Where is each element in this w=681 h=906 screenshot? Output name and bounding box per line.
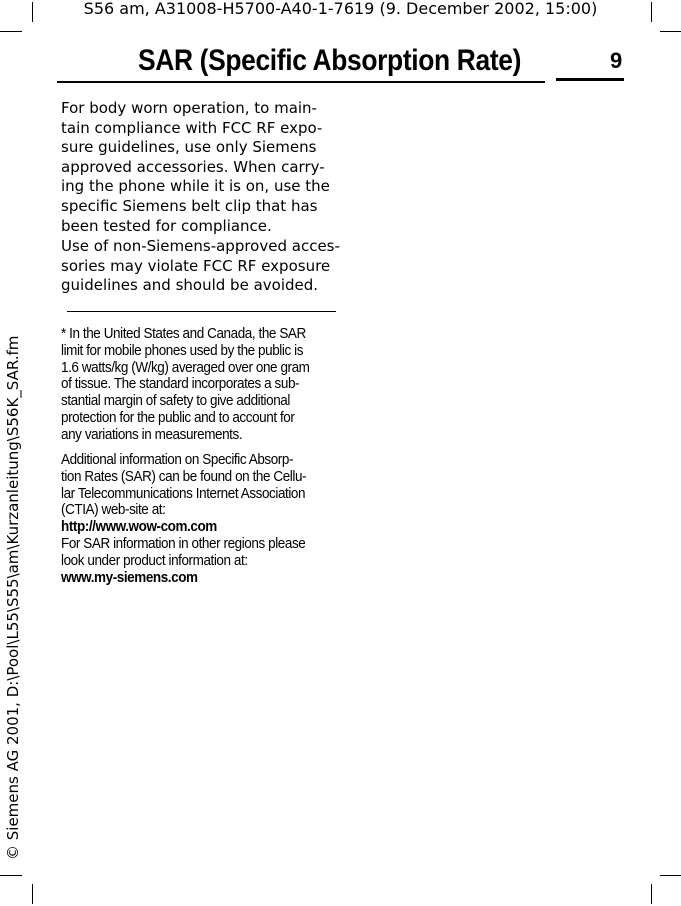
document-header: S56 am, A31008-H5700-A40-1-7619 (9. December 2002, 15:00) xyxy=(83,0,598,18)
copyright-path: © Siemens AG 2001, D:\Pool\L55\S55\am\Kurzanleitung\S56K_SAR.fm xyxy=(4,335,22,860)
footnote-links xyxy=(61,452,312,586)
crop-mark xyxy=(660,875,681,876)
body-paragraph xyxy=(61,99,341,236)
title-rule xyxy=(57,81,545,83)
body-paragraph-text: Use of non-Siemens-approved acces- sories may violate FCC RF exposure guidelines and should be avoided. xyxy=(61,237,340,295)
page-number-rule xyxy=(556,78,624,81)
crop-mark xyxy=(0,875,22,876)
crop-mark xyxy=(651,884,652,904)
footnote-text: Additional information on Specific Absorp- tion Rates (SAR) can be found on the Cellu- lar Telecommunications Internet Association (CTIA) web-site at: xyxy=(61,452,307,519)
crop-mark xyxy=(32,884,33,904)
crop-mark xyxy=(660,31,681,32)
footnote-divider xyxy=(67,311,336,312)
footnote-text: * In the United States and Canada, the SAR limit for mobile phones used by the public is 1.6 watts/kg (W/kg) averaged over one gram of tissue. The standard incorporates a sub- stantial margin of safety to give additional protection for the public and to account for any variations in measurements. xyxy=(61,326,310,443)
footnote-text: For SAR information in other regions please look under product information at: xyxy=(61,535,306,569)
ctia-link[interactable]: http://www.wow-com.com xyxy=(61,519,217,536)
body-paragraph xyxy=(61,237,341,296)
page-title: SAR (Specific Absorption Rate) xyxy=(138,44,522,77)
siemens-link[interactable]: www.my-siemens.com xyxy=(61,569,198,586)
footnote xyxy=(61,326,312,444)
crop-mark xyxy=(0,31,22,32)
page-number: 9 xyxy=(610,48,623,73)
body-paragraph-text: For body worn operation, to main- tain compliance with FCC RF expo- sure guidelines, use only Siemens approved accessories. When carry- ing the phone while it is on, use the specific Siemens belt clip that has been tested for compliance. xyxy=(61,99,330,235)
